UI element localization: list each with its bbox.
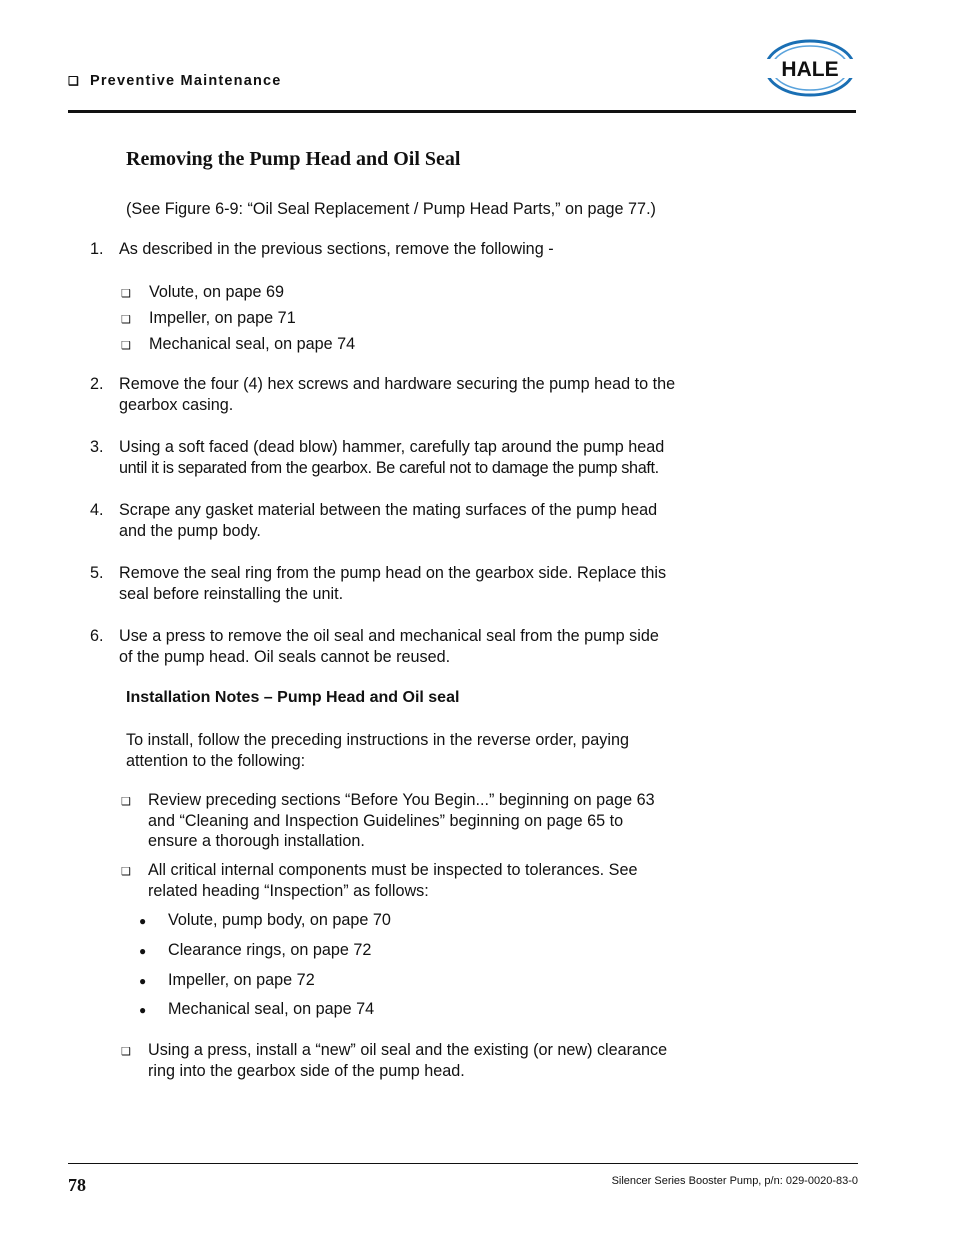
step-5-text: Remove the seal ring from the pump head on the gearbox side. Replace this seal before reinstalling the unit.: [119, 564, 667, 603]
step-6-text: Use a press to remove the oil seal and mechanical seal from the pump side of the pump head. Oil seals cannot be reused.: [119, 627, 659, 666]
logo-text: HALE: [781, 58, 839, 81]
installation-item: All critical internal components must be inspected to tolerances. See related heading “Inspection” as follows:: [148, 861, 638, 900]
installation-item: Review preceding sections “Before You Begin...” beginning on page 63 and “Cleaning and Inspection Guidelines” beginning on page 65 to ensure a thorough installation.: [148, 791, 655, 850]
footer-rule: [68, 1163, 858, 1164]
step-3-number: 3.: [90, 438, 104, 456]
bullet-dot-icon: ●: [139, 914, 147, 928]
step-6-number: 6.: [90, 627, 104, 645]
step-4-text: Scrape any gasket material between the mating surfaces of the pump head and the pump body.: [119, 501, 658, 540]
checkbox-bullet-icon: ❑: [121, 1046, 131, 1058]
document-title: Silencer Series Booster Pump, p/n: 029-0020-83-0: [611, 1175, 858, 1187]
checkbox-bullet-icon: ❑: [121, 866, 131, 878]
step-1-item: Mechanical seal, on pape 74: [149, 335, 356, 353]
inspection-item: Clearance rings, on pape 72: [168, 941, 372, 959]
hale-logo: [762, 36, 858, 100]
checkbox-bullet-icon: ❑: [121, 340, 131, 352]
step-1-item: Impeller, on pape 71: [149, 309, 296, 327]
step-1-number: 1.: [90, 240, 104, 258]
section-header: [68, 73, 282, 89]
section-label: Preventive Maintenance: [89, 73, 282, 89]
bullet-dot-icon: ●: [139, 1003, 147, 1017]
inspection-item: Volute, pump body, on pape 70: [168, 911, 391, 929]
step-2-number: 2.: [90, 375, 104, 393]
header-rule: [68, 110, 856, 113]
step-2-text: Remove the four (4) hex screws and hardware securing the pump head to the gearbox casing.: [119, 375, 676, 414]
checkbox-bullet-icon: ❑: [121, 288, 131, 300]
bullet-dot-icon: ●: [139, 974, 147, 988]
figure-reference: (See Figure 6-9: “Oil Seal Replacement / Pump Head Parts,” on page 77.): [126, 200, 656, 218]
inspection-item: Impeller, on pape 72: [168, 971, 315, 989]
page-title: Removing the Pump Head and Oil Seal: [126, 148, 461, 170]
step-5-number: 5.: [90, 564, 104, 582]
bullet-dot-icon: ●: [139, 944, 147, 958]
section-marker-icon: ❑: [68, 74, 80, 88]
installation-heading: Installation Notes – Pump Head and Oil seal: [126, 689, 460, 706]
step-1-text: As described in the previous sections, remove the following -: [119, 240, 554, 258]
step-4-number: 4.: [90, 501, 104, 519]
inspection-item: Mechanical seal, on pape 74: [168, 1000, 375, 1018]
checkbox-bullet-icon: ❑: [121, 796, 131, 808]
step-1-item: Volute, on pape 69: [149, 283, 285, 301]
checkbox-bullet-icon: ❑: [121, 314, 131, 326]
installation-item: Using a press, install a “new” oil seal and the existing (or new) clearance ring into the gearbox side of the pump head.: [148, 1041, 668, 1080]
page-number: 78: [68, 1175, 86, 1195]
step-3-text: Using a soft faced (dead blow) hammer, carefully tap around the pump head until it is separated from the gearbox. Be careful not to damage the pump shaft.: [119, 438, 665, 477]
installation-intro: To install, follow the preceding instructions in the reverse order, paying attention to the following:: [126, 731, 629, 770]
